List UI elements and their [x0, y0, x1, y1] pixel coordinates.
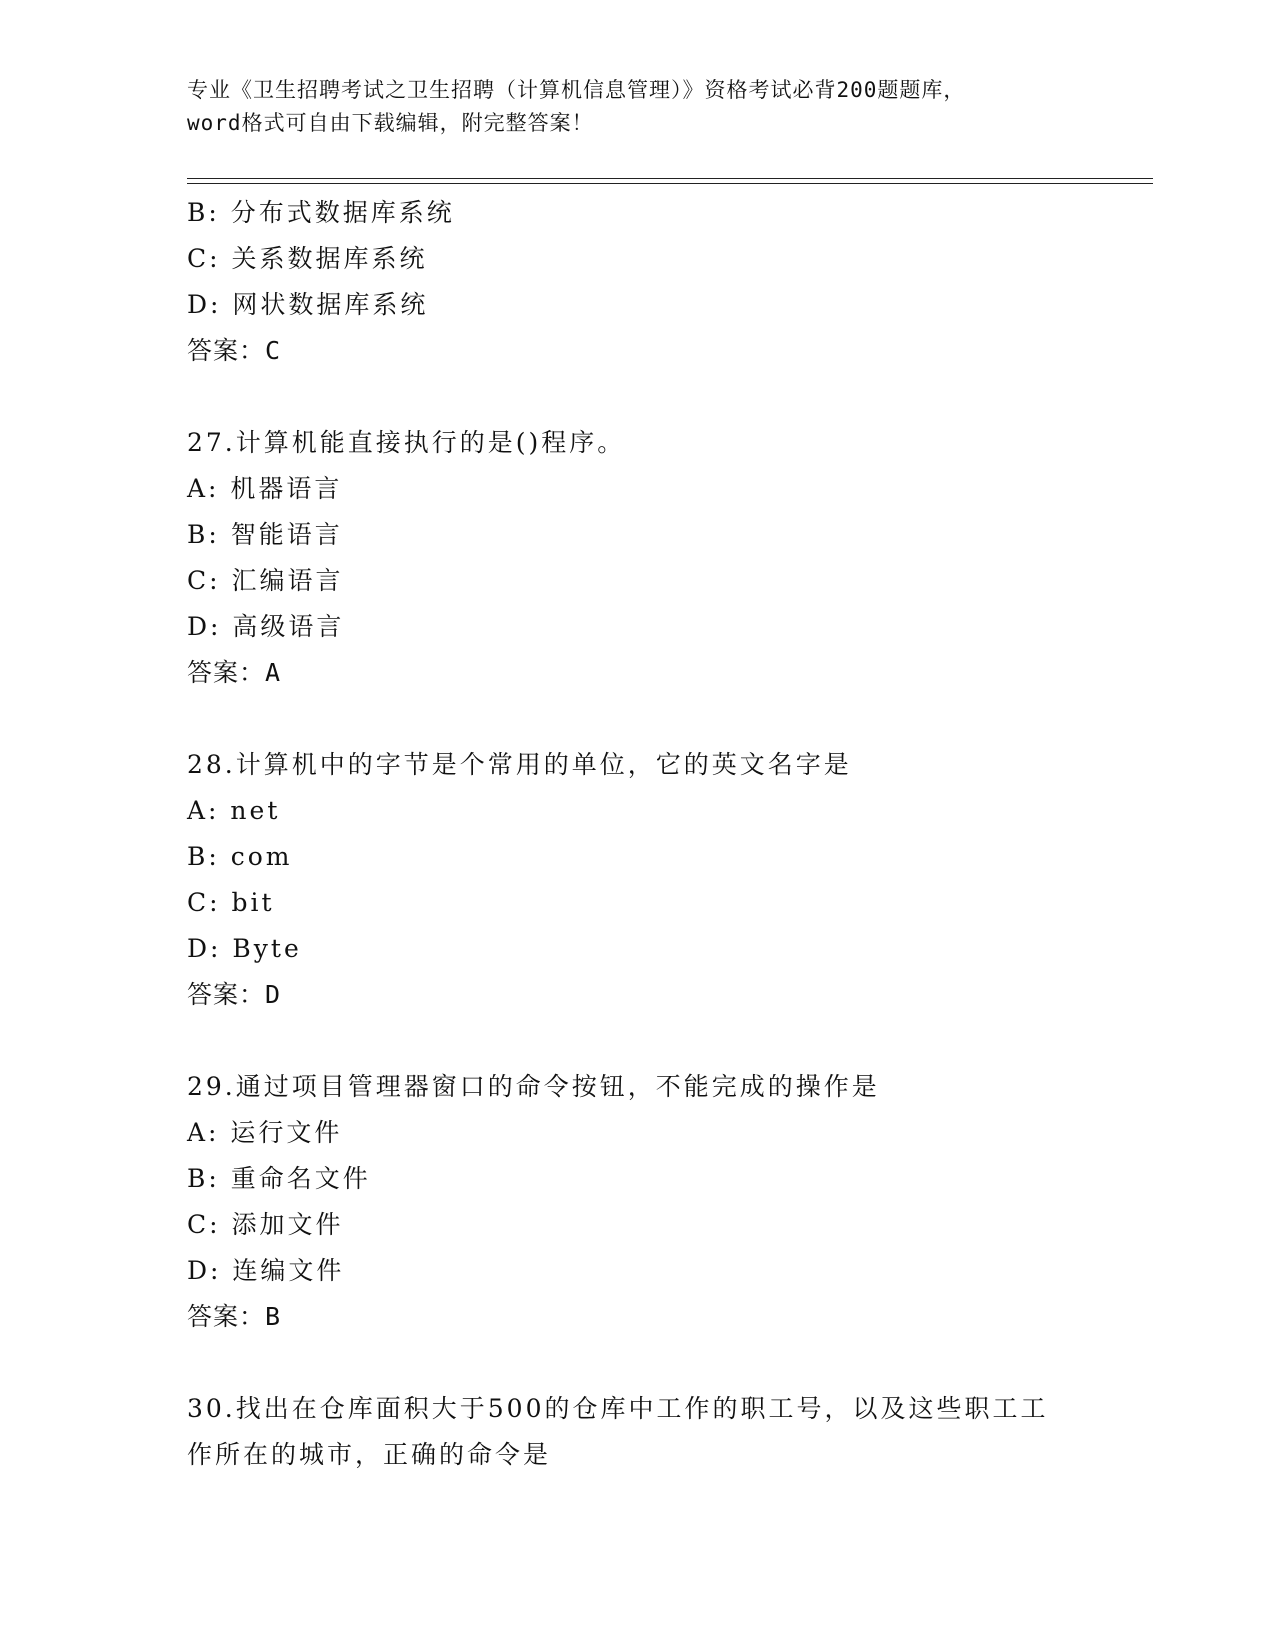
option-b: B: com — [187, 842, 293, 871]
option-d: D: 连编文件 — [187, 1256, 345, 1285]
option-a: A: 机器语言 — [187, 474, 343, 503]
option-c: C: 关系数据库系统 — [187, 244, 428, 273]
prev-question-block — [187, 190, 1087, 374]
option-d: D: 网状数据库系统 — [187, 290, 429, 319]
question-29-block — [187, 1064, 1087, 1340]
header-divider-top — [187, 178, 1153, 179]
option-d: D: 高级语言 — [187, 612, 345, 641]
option-a: A: net — [187, 796, 281, 825]
question-30-text-line-2: 作所在的城市，正确的命令是 — [187, 1440, 552, 1469]
option-d: D: Byte — [187, 934, 302, 963]
header-line-2: word格式可自由下载编辑，附完整答案！ — [187, 111, 594, 135]
option-c: C: 汇编语言 — [187, 566, 344, 595]
option-c: C: bit — [187, 888, 275, 917]
question-30-block — [187, 1386, 1087, 1478]
option-b: B: 重命名文件 — [187, 1164, 371, 1193]
question-28-block — [187, 742, 1087, 1018]
option-b: B: 智能语言 — [187, 520, 343, 549]
document-header — [187, 74, 1087, 140]
question-30-text-line-1: 30.找出在仓库面积大于500的仓库中工作的职工号，以及这些职工工 — [187, 1394, 1049, 1423]
question-27-text: 27.计算机能直接执行的是()程序。 — [187, 428, 626, 457]
answer-line: 答案：C — [187, 336, 282, 365]
answer-line: 答案：D — [187, 980, 282, 1009]
header-divider-bottom — [187, 183, 1153, 184]
answer-line: 答案：B — [187, 1302, 282, 1331]
question-27-block — [187, 420, 1087, 696]
option-b: B: 分布式数据库系统 — [187, 198, 455, 227]
option-c: C: 添加文件 — [187, 1210, 344, 1239]
answer-line: 答案：A — [187, 658, 282, 687]
option-a: A: 运行文件 — [187, 1118, 343, 1147]
header-line-1: 专业《卫生招聘考试之卫生招聘（计算机信息管理）》资格考试必背200题题库， — [187, 78, 966, 102]
question-29-text: 29.通过项目管理器窗口的命令按钮，不能完成的操作是 — [187, 1072, 880, 1101]
question-content — [187, 190, 1087, 1478]
question-28-text: 28.计算机中的字节是个常用的单位，它的英文名字是 — [187, 750, 852, 779]
